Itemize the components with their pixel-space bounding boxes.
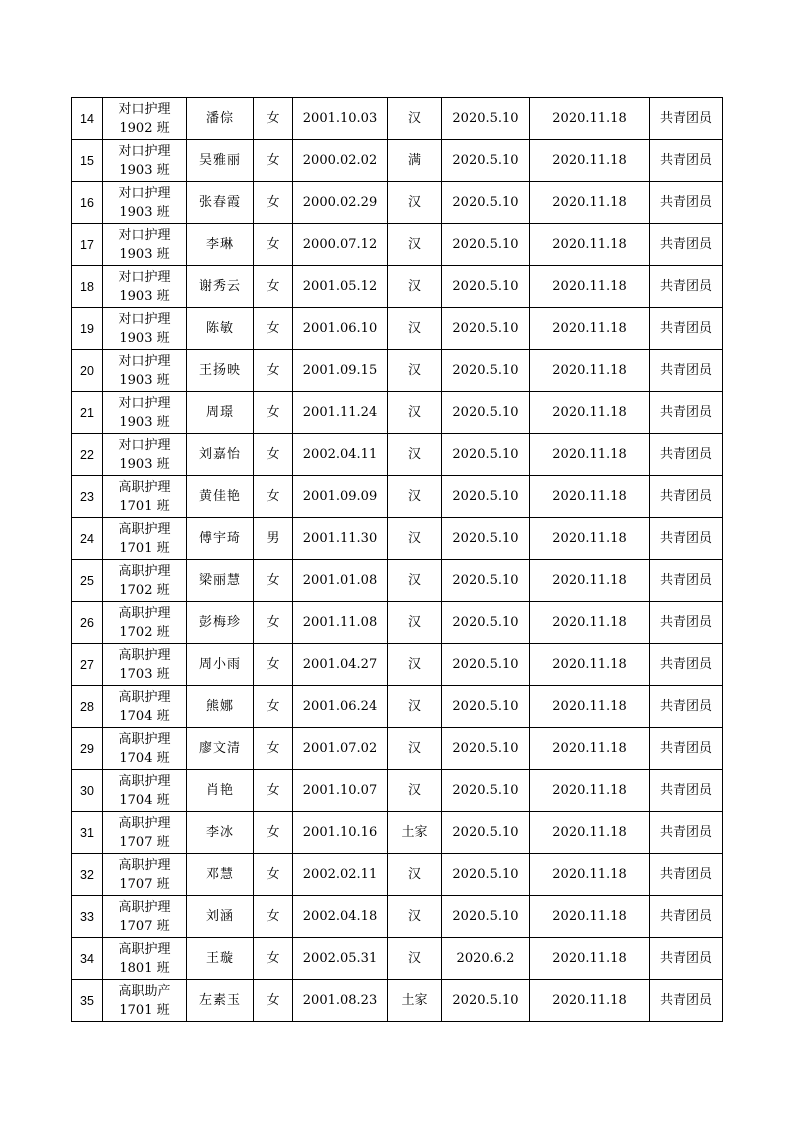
class-number-line: 1903 班	[119, 246, 170, 262]
table-row	[72, 98, 723, 140]
table-row	[72, 854, 723, 896]
class-number-line: 1701 班	[119, 1002, 170, 1018]
class-name-line: 对口护理	[118, 269, 171, 285]
row-number-cell: 24	[72, 518, 103, 560]
row-number-cell: 29	[72, 728, 103, 770]
political-status-cell: 共青团员	[650, 938, 723, 980]
class-cell	[103, 350, 187, 392]
gender-cell: 女	[254, 224, 293, 266]
join-date-cell: 2020.11.18	[530, 602, 650, 644]
name-cell: 廖文清	[187, 728, 254, 770]
join-date-cell: 2020.11.18	[530, 938, 650, 980]
class-number-line: 1903 班	[119, 162, 170, 178]
ethnicity-cell: 汉	[388, 728, 442, 770]
join-date-cell: 2020.11.18	[530, 980, 650, 1022]
row-number-cell: 18	[72, 266, 103, 308]
name-cell: 周璟	[187, 392, 254, 434]
class-cell	[103, 518, 187, 560]
gender-cell: 男	[254, 518, 293, 560]
class-name-line: 对口护理	[118, 311, 171, 327]
application-date-cell: 2020.5.10	[442, 560, 530, 602]
political-status-cell: 共青团员	[650, 350, 723, 392]
birth-date-cell: 2001.08.23	[293, 980, 388, 1022]
political-status-cell: 共青团员	[650, 896, 723, 938]
join-date-cell: 2020.11.18	[530, 728, 650, 770]
ethnicity-cell: 土家	[388, 812, 442, 854]
ethnicity-cell: 汉	[388, 476, 442, 518]
class-name-line: 对口护理	[118, 437, 171, 453]
gender-cell: 女	[254, 602, 293, 644]
class-name-line: 高职护理	[118, 899, 171, 915]
birth-date-cell: 2001.10.07	[293, 770, 388, 812]
gender-cell: 女	[254, 476, 293, 518]
birth-date-cell: 2001.06.10	[293, 308, 388, 350]
join-date-cell: 2020.11.18	[530, 392, 650, 434]
gender-cell: 女	[254, 434, 293, 476]
name-cell: 梁丽慧	[187, 560, 254, 602]
class-cell	[103, 476, 187, 518]
name-cell: 李冰	[187, 812, 254, 854]
gender-cell: 女	[254, 98, 293, 140]
row-number-cell: 17	[72, 224, 103, 266]
gender-cell: 女	[254, 686, 293, 728]
political-status-cell: 共青团员	[650, 182, 723, 224]
ethnicity-cell: 汉	[388, 98, 442, 140]
gender-cell: 女	[254, 560, 293, 602]
class-cell	[103, 602, 187, 644]
birth-date-cell: 2000.02.02	[293, 140, 388, 182]
gender-cell: 女	[254, 266, 293, 308]
political-status-cell: 共青团员	[650, 770, 723, 812]
class-number-line: 1704 班	[119, 792, 170, 808]
join-date-cell: 2020.11.18	[530, 854, 650, 896]
class-name-line: 高职护理	[118, 815, 171, 831]
ethnicity-cell: 满	[388, 140, 442, 182]
ethnicity-cell: 汉	[388, 896, 442, 938]
join-date-cell: 2020.11.18	[530, 560, 650, 602]
gender-cell: 女	[254, 896, 293, 938]
application-date-cell: 2020.5.10	[442, 308, 530, 350]
row-number-cell: 26	[72, 602, 103, 644]
political-status-cell: 共青团员	[650, 812, 723, 854]
application-date-cell: 2020.5.10	[442, 350, 530, 392]
class-number-line: 1707 班	[119, 834, 170, 850]
political-status-cell: 共青团员	[650, 686, 723, 728]
class-name-line: 高职护理	[118, 773, 171, 789]
ethnicity-cell: 汉	[388, 938, 442, 980]
name-cell: 刘嘉怡	[187, 434, 254, 476]
birth-date-cell: 2001.09.15	[293, 350, 388, 392]
class-name-line: 高职护理	[118, 941, 171, 957]
table-row	[72, 812, 723, 854]
name-cell: 陈敏	[187, 308, 254, 350]
join-date-cell: 2020.11.18	[530, 644, 650, 686]
table-row	[72, 980, 723, 1022]
row-number-cell: 22	[72, 434, 103, 476]
class-name-line: 对口护理	[118, 185, 171, 201]
political-status-cell: 共青团员	[650, 476, 723, 518]
application-date-cell: 2020.5.10	[442, 434, 530, 476]
name-cell: 傅宇琦	[187, 518, 254, 560]
class-cell	[103, 392, 187, 434]
row-number-cell: 33	[72, 896, 103, 938]
name-cell: 李琳	[187, 224, 254, 266]
class-name-line: 对口护理	[118, 227, 171, 243]
join-date-cell: 2020.11.18	[530, 476, 650, 518]
class-number-line: 1701 班	[119, 498, 170, 514]
name-cell: 彭梅珍	[187, 602, 254, 644]
political-status-cell: 共青团员	[650, 266, 723, 308]
birth-date-cell: 2000.07.12	[293, 224, 388, 266]
birth-date-cell: 2002.02.11	[293, 854, 388, 896]
political-status-cell: 共青团员	[650, 560, 723, 602]
class-cell	[103, 686, 187, 728]
political-status-cell: 共青团员	[650, 728, 723, 770]
table-row	[72, 896, 723, 938]
ethnicity-cell: 汉	[388, 392, 442, 434]
row-number-cell: 20	[72, 350, 103, 392]
gender-cell: 女	[254, 980, 293, 1022]
row-number-cell: 30	[72, 770, 103, 812]
birth-date-cell: 2001.06.24	[293, 686, 388, 728]
join-date-cell: 2020.11.18	[530, 686, 650, 728]
application-date-cell: 2020.5.10	[442, 140, 530, 182]
join-date-cell: 2020.11.18	[530, 812, 650, 854]
ethnicity-cell: 汉	[388, 560, 442, 602]
join-date-cell: 2020.11.18	[530, 770, 650, 812]
gender-cell: 女	[254, 938, 293, 980]
class-cell	[103, 560, 187, 602]
class-cell	[103, 938, 187, 980]
table-row	[72, 434, 723, 476]
roster-body	[72, 98, 723, 1022]
row-number-cell: 32	[72, 854, 103, 896]
ethnicity-cell: 汉	[388, 686, 442, 728]
ethnicity-cell: 汉	[388, 350, 442, 392]
class-number-line: 1801 班	[119, 960, 170, 976]
political-status-cell: 共青团员	[650, 602, 723, 644]
application-date-cell: 2020.5.10	[442, 98, 530, 140]
ethnicity-cell: 汉	[388, 434, 442, 476]
class-name-line: 对口护理	[118, 143, 171, 159]
class-number-line: 1701 班	[119, 540, 170, 556]
row-number-cell: 23	[72, 476, 103, 518]
join-date-cell: 2020.11.18	[530, 518, 650, 560]
class-name-line: 高职护理	[118, 731, 171, 747]
name-cell: 邓慧	[187, 854, 254, 896]
class-name-line: 对口护理	[118, 101, 171, 117]
row-number-cell: 15	[72, 140, 103, 182]
row-number-cell: 14	[72, 98, 103, 140]
application-date-cell: 2020.5.10	[442, 602, 530, 644]
name-cell: 吴雅丽	[187, 140, 254, 182]
application-date-cell: 2020.5.10	[442, 266, 530, 308]
class-number-line: 1903 班	[119, 456, 170, 472]
table-row	[72, 770, 723, 812]
application-date-cell: 2020.5.10	[442, 812, 530, 854]
application-date-cell: 2020.5.10	[442, 644, 530, 686]
ethnicity-cell: 汉	[388, 602, 442, 644]
table-row	[72, 728, 723, 770]
row-number-cell: 25	[72, 560, 103, 602]
row-number-cell: 21	[72, 392, 103, 434]
application-date-cell: 2020.5.10	[442, 392, 530, 434]
name-cell: 潘倧	[187, 98, 254, 140]
class-cell	[103, 140, 187, 182]
table-row	[72, 266, 723, 308]
birth-date-cell: 2001.10.16	[293, 812, 388, 854]
political-status-cell: 共青团员	[650, 980, 723, 1022]
ethnicity-cell: 汉	[388, 644, 442, 686]
name-cell: 黄佳艳	[187, 476, 254, 518]
class-number-line: 1703 班	[119, 666, 170, 682]
class-name-line: 高职护理	[118, 647, 171, 663]
class-cell	[103, 434, 187, 476]
class-cell	[103, 98, 187, 140]
application-date-cell: 2020.5.10	[442, 686, 530, 728]
table-row	[72, 518, 723, 560]
table-row	[72, 308, 723, 350]
gender-cell: 女	[254, 392, 293, 434]
table-row	[72, 224, 723, 266]
row-number-cell: 28	[72, 686, 103, 728]
join-date-cell: 2020.11.18	[530, 266, 650, 308]
birth-date-cell: 2001.11.08	[293, 602, 388, 644]
gender-cell: 女	[254, 770, 293, 812]
class-name-line: 高职护理	[118, 857, 171, 873]
ethnicity-cell: 汉	[388, 266, 442, 308]
join-date-cell: 2020.11.18	[530, 896, 650, 938]
application-date-cell: 2020.5.10	[442, 476, 530, 518]
gender-cell: 女	[254, 182, 293, 224]
gender-cell: 女	[254, 140, 293, 182]
name-cell: 王扬映	[187, 350, 254, 392]
application-date-cell: 2020.5.10	[442, 770, 530, 812]
birth-date-cell: 2001.07.02	[293, 728, 388, 770]
gender-cell: 女	[254, 728, 293, 770]
ethnicity-cell: 汉	[388, 854, 442, 896]
political-status-cell: 共青团员	[650, 224, 723, 266]
row-number-cell: 19	[72, 308, 103, 350]
row-number-cell: 16	[72, 182, 103, 224]
class-number-line: 1704 班	[119, 708, 170, 724]
class-name-line: 高职助产	[118, 983, 171, 999]
class-name-line: 高职护理	[118, 605, 171, 621]
political-status-cell: 共青团员	[650, 308, 723, 350]
birth-date-cell: 2001.04.27	[293, 644, 388, 686]
join-date-cell: 2020.11.18	[530, 98, 650, 140]
application-date-cell: 2020.6.2	[442, 938, 530, 980]
gender-cell: 女	[254, 308, 293, 350]
gender-cell: 女	[254, 644, 293, 686]
class-name-line: 高职护理	[118, 689, 171, 705]
table-row	[72, 392, 723, 434]
birth-date-cell: 2001.11.30	[293, 518, 388, 560]
application-date-cell: 2020.5.10	[442, 182, 530, 224]
class-cell	[103, 896, 187, 938]
gender-cell: 女	[254, 812, 293, 854]
join-date-cell: 2020.11.18	[530, 224, 650, 266]
name-cell: 刘涵	[187, 896, 254, 938]
ethnicity-cell: 汉	[388, 308, 442, 350]
name-cell: 左素玉	[187, 980, 254, 1022]
row-number-cell: 27	[72, 644, 103, 686]
class-cell	[103, 854, 187, 896]
class-name-line: 高职护理	[118, 479, 171, 495]
join-date-cell: 2020.11.18	[530, 140, 650, 182]
table-row	[72, 686, 723, 728]
class-number-line: 1903 班	[119, 204, 170, 220]
class-name-line: 对口护理	[118, 395, 171, 411]
political-status-cell: 共青团员	[650, 434, 723, 476]
class-name-line: 对口护理	[118, 353, 171, 369]
birth-date-cell: 2001.01.08	[293, 560, 388, 602]
birth-date-cell: 2002.05.31	[293, 938, 388, 980]
join-date-cell: 2020.11.18	[530, 182, 650, 224]
name-cell: 谢秀云	[187, 266, 254, 308]
class-number-line: 1903 班	[119, 330, 170, 346]
ethnicity-cell: 汉	[388, 518, 442, 560]
class-cell	[103, 308, 187, 350]
ethnicity-cell: 汉	[388, 182, 442, 224]
row-number-cell: 34	[72, 938, 103, 980]
name-cell: 张春霞	[187, 182, 254, 224]
class-number-line: 1702 班	[119, 624, 170, 640]
row-number-cell: 31	[72, 812, 103, 854]
class-cell	[103, 728, 187, 770]
table-row	[72, 476, 723, 518]
birth-date-cell: 2002.04.11	[293, 434, 388, 476]
class-cell	[103, 980, 187, 1022]
table-row	[72, 350, 723, 392]
political-status-cell: 共青团员	[650, 140, 723, 182]
birth-date-cell: 2001.11.24	[293, 392, 388, 434]
ethnicity-cell: 汉	[388, 224, 442, 266]
table-row	[72, 938, 723, 980]
class-name-line: 高职护理	[118, 521, 171, 537]
class-cell	[103, 182, 187, 224]
gender-cell: 女	[254, 854, 293, 896]
table-row	[72, 140, 723, 182]
class-number-line: 1903 班	[119, 372, 170, 388]
application-date-cell: 2020.5.10	[442, 980, 530, 1022]
ethnicity-cell: 汉	[388, 770, 442, 812]
join-date-cell: 2020.11.18	[530, 350, 650, 392]
class-cell	[103, 812, 187, 854]
political-status-cell: 共青团员	[650, 392, 723, 434]
political-status-cell: 共青团员	[650, 98, 723, 140]
political-status-cell: 共青团员	[650, 518, 723, 560]
class-number-line: 1704 班	[119, 750, 170, 766]
table-row	[72, 560, 723, 602]
class-number-line: 1903 班	[119, 414, 170, 430]
political-status-cell: 共青团员	[650, 854, 723, 896]
table-row	[72, 602, 723, 644]
name-cell: 周小雨	[187, 644, 254, 686]
gender-cell: 女	[254, 350, 293, 392]
application-date-cell: 2020.5.10	[442, 224, 530, 266]
class-cell	[103, 644, 187, 686]
class-number-line: 1902 班	[119, 120, 170, 136]
birth-date-cell: 2000.02.29	[293, 182, 388, 224]
class-number-line: 1702 班	[119, 582, 170, 598]
birth-date-cell: 2001.05.12	[293, 266, 388, 308]
join-date-cell: 2020.11.18	[530, 434, 650, 476]
ethnicity-cell: 土家	[388, 980, 442, 1022]
application-date-cell: 2020.5.10	[442, 728, 530, 770]
birth-date-cell: 2002.04.18	[293, 896, 388, 938]
birth-date-cell: 2001.09.09	[293, 476, 388, 518]
class-cell	[103, 224, 187, 266]
application-date-cell: 2020.5.10	[442, 854, 530, 896]
class-number-line: 1903 班	[119, 288, 170, 304]
class-cell	[103, 770, 187, 812]
class-name-line: 高职护理	[118, 563, 171, 579]
class-number-line: 1707 班	[119, 918, 170, 934]
name-cell: 王璇	[187, 938, 254, 980]
table-row	[72, 644, 723, 686]
join-date-cell: 2020.11.18	[530, 308, 650, 350]
political-status-cell: 共青团员	[650, 644, 723, 686]
name-cell: 熊娜	[187, 686, 254, 728]
row-number-cell: 35	[72, 980, 103, 1022]
application-date-cell: 2020.5.10	[442, 896, 530, 938]
class-number-line: 1707 班	[119, 876, 170, 892]
name-cell: 肖艳	[187, 770, 254, 812]
application-date-cell: 2020.5.10	[442, 518, 530, 560]
roster-table	[71, 97, 723, 1022]
table-row	[72, 182, 723, 224]
birth-date-cell: 2001.10.03	[293, 98, 388, 140]
class-cell	[103, 266, 187, 308]
